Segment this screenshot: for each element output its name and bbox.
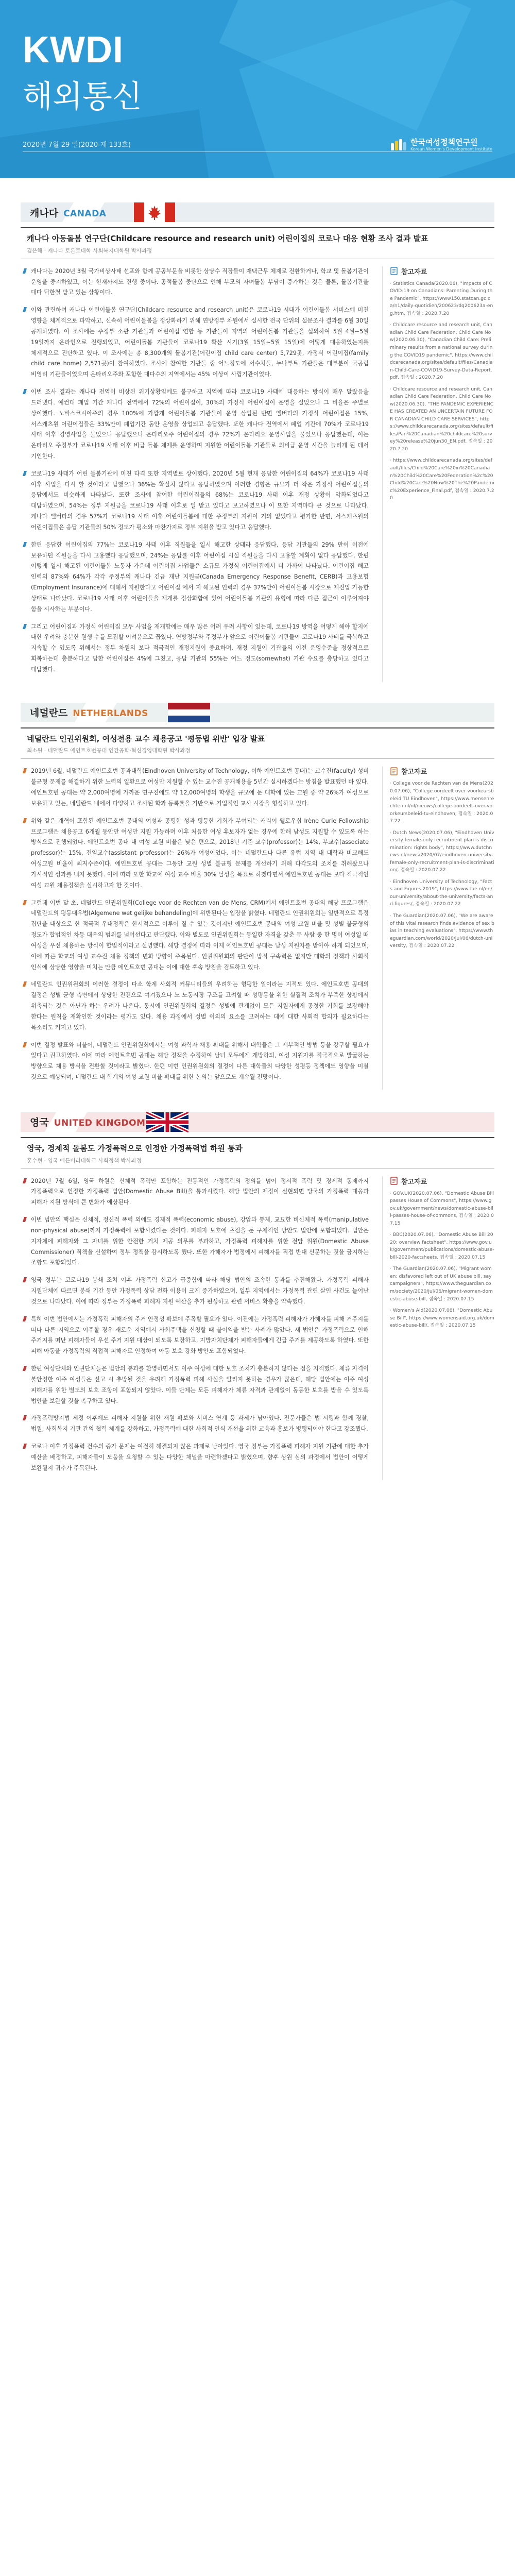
paragraph-marker-icon — [22, 900, 28, 906]
paragraph: 그리고 어린이집과 가정식 어린이집 모두 사업을 재개함에는 매우 많은 어려 우려 사항이 있는데, 코로나19 방역을 어떻게 해야 할지에 대한 우려와 충분한 원생 수를 모집할 어려움으로 꼽았다. 연방정부와 주정부가 앞으로 어린이돌봄 기관들이 코로나19 사태를 극복하고 지속할 수 있도록 위해서는 정부 차원의 보다 적극적인 재정지원이 중요하며, 재정 지원이 기관들의 이전 운영수준을 정상적으로 회복하는데 충분하다고 답한 어린이집은 4%에 그쳤고, 응답 기관의 55%는 어느 정도(somewhat) 기관 수요를 충당하고 있다고 대답했다. — [21, 622, 369, 675]
country-band — [21, 1107, 494, 1137]
brand-title: KWDI — [23, 29, 124, 71]
paragraph-marker-icon — [22, 1415, 28, 1421]
country-name-ko: 캐나다 — [30, 207, 59, 219]
country-name-ko: 영국 — [30, 1117, 49, 1129]
country-name-en: NETHERLANDS — [73, 708, 148, 719]
article-byline: 최소원 · 네덜란드 에인트호번공대 인간공학·혁신경영대학원 박사과정 — [27, 748, 191, 754]
article-title: 영국, 경제적 돌봄도 가정폭력으로 인정한 가정폭력법 하원 통과 — [27, 1143, 243, 1153]
article-header — [21, 227, 494, 259]
paragraph: 특히 이번 법안에서는 가정폭력 피해자의 주거 안정성 확보에 주목할 필요가 있다. 이전에는 가정폭력 피해자가 가해자를 피해 거주지를 떠나 다른 지역으로 이주할 경우 새로운 지역에서 사회주택을 신청할 때 불이익을 받는 사례가 많았다. 새 법안은 가정폭력으로 인해 주거지를 떠난 피해자들이 우선 주거 지원 대상이 되도록 보장하고, 지방자치단체가 피해자들에게 긴급 주거를 제공하도록 하였다. 또한 피해 아동을 가정폭력의 직접적 피해자로 인정하여 아동 보호 강화 방안도 포함되었다. — [21, 1314, 369, 1357]
reference-item[interactable]: · GOV.UK(2020.07.06), "Domestic Abuse Bill passes House of Commons", https://www.gov.uk/government/news/domestic-abuse-bill-passes-house-of-commons, 접속일 : 2020.07.15 — [390, 1190, 494, 1228]
paragraph-marker-icon — [22, 818, 28, 824]
reference-item[interactable]: · The Guardian(2020.07.06), "Migrant women: disfavored left out of UK abuse bill, say campaigners", https://www.theguardian.com/society/2020/jul/06/migrant-women-domestic-abuse-bill, 접속일 : 2020.07.15 — [390, 1265, 494, 1303]
paragraph-marker-icon — [22, 1316, 28, 1322]
issue-info: 2020년 7월 29 일(2020-제 133호) — [23, 141, 131, 149]
reference-item[interactable]: · Childcare resource and research unit, Canadian Child Care Federation, Child Care Now(2020.06.30), "THE PANDEMIC EXPERIENCE HAS CREATED AN UNCERTAIN FUTURE FOR CANADIAN CHILD CARE SERVICES", https://www.childcarecanada.org/sites/default/files/Pan%20Canadian%20childcare%20survey%20release%20jun30_EN.pdf, 접속일 : 2020.7.20 — [390, 386, 494, 453]
paragraph-marker-icon — [22, 1042, 28, 1048]
canada-flag-icon — [134, 197, 175, 227]
paragraph-marker-icon — [22, 1365, 28, 1371]
article-netherlands — [21, 698, 494, 1090]
logo-name: 한국여성정책연구원 — [410, 138, 478, 147]
newsletter-subtitle: 해외통신 — [23, 79, 142, 115]
reference-item[interactable]: · Women's Aid(2020.07.06), "Domestic Abuse Bill", https://www.womensaid.org.uk/domestic-abuse-bill/, 접속일 : 2020.07.15 — [390, 1307, 494, 1330]
country-name-en: UNITED KINGDOM — [54, 1118, 146, 1129]
references-sidebar — [382, 766, 494, 1089]
paragraph: 2019년 6월, 네덜란드 에인트호번 공과대학(Eindhoven University of Technology, 이하 에인트호번 공대)는 교수진(faculty) 성비 불균형 문제를 해결하기 위한 노력의 일환으로 여성만 지원할 수 있는 교수진 공개채용을 5년간 실시하겠다는 방침을 발표했던 바 있다. 에인트호번 공대는 약 2,000여명에 가까운 연구진에도 약 12,000여명의 학생을 규모에 둔 대학에 있는 교원 중 약 26%가 여성으로 보유하고 있는, 네덜란드 내에서 다양하고 조사된 학과 등록률을 기반으로 기업적인 교사 시장을 형성하고 있다. — [21, 766, 369, 809]
article-byline: 김은해 · 캐나다 토론토대학 사회복지대학원 박사과정 — [27, 247, 152, 254]
paragraph: 캐나다는 2020년 3월 국가비상사태 선포와 함께 공공부문을 비롯한 상당수 직장들이 재택근무 체제로 전환하거나, 학교 및 돌봄기관이 운영을 중지하였고, 이는 현재까지도 진행 중이다. 공적돌봄 중단으로 인해 부모의 자녀돌봄 부담이 증가하는 것은 물론, 돌봄기관을 대다 딕한철 받고 있는 상황이다. — [21, 266, 369, 298]
netherlands-flag-icon — [168, 698, 210, 727]
reference-item[interactable]: · Dutch News(2020.07.06), "Eindhoven University female-only recruitment plan is discrimination: rights body", https://www.dutchnews.nl/news/2020/07/eindhoven-university-female-only-recruitment-plan-is-discrimination/, 접속일 : 2020.07.22 — [390, 829, 494, 874]
paragraph-marker-icon — [22, 541, 28, 548]
paragraph: 한편 여성단체와 인권단체들은 법안의 통과를 환영하면서도 이주 여성에 대한 보호 조치가 충분하지 않다는 점을 지적했다. 체류 자격이 불안정한 이주 여성들은 신고 시 추방될 것을 우려해 가정폭력 피해 사실을 알리지 못하는 경우가 많은데, 해당 법안에는 이주 여성 피해자를 위한 별도의 보호 조항이 포함되지 않았다. 이들 단체는 모든 피해자가 체류 자격과 관계없이 동등한 보호를 받을 수 있도록 법안을 보완할 것을 촉구하고 있다. — [21, 1364, 369, 1406]
paragraph-marker-icon — [22, 388, 28, 395]
paragraph: 가정폭력방지법 제정 이후에도 피해자 지원을 위한 재원 확보와 서비스 연계 등 과제가 남아있다. 전문가들은 법 시행과 함께 경찰, 법원, 사회복지 기관 간의 협력 체계를 강화하고, 가정폭력에 대한 사회적 인식 개선을 위한 교육과 홍보가 병행되어야 한다고 강조했다. — [21, 1413, 369, 1435]
references-heading: 참고자료 — [390, 766, 494, 776]
article-body — [21, 766, 369, 1089]
paragraph: 영국 정부는 코로나19 봉쇄 조치 이후 가정폭력 신고가 급증함에 따라 해당 법안의 조속한 통과를 추진해왔다. 가정폭력 피해자 지원단체에 따르면 봉쇄 기간 동안 가정폭력 상담 전화 이용이 크게 증가하였으며, 일부 지역에서는 가정폭력 관련 살인 사건도 늘어난 것으로 나타났다. 이에 따라 정부는 가정폭력 피해자 지원 예산을 추가 편성하고 관련 서비스 확충을 약속했다. — [21, 1275, 369, 1307]
logo-subtitle: Korean Women's Development Institute — [410, 146, 492, 151]
references-sidebar — [382, 266, 494, 682]
reference-item[interactable]: · BBC(2020.07.06), "Domestic Abuse Bill 2020: overview factsheet", https://www.gov.uk/government/publications/domestic-abuse-bill-2020-factsheets, 접속일 : 2020.07.15 — [390, 1231, 494, 1261]
article-header — [21, 1137, 494, 1169]
paragraph: 코로나19 사태가 어린 돌봄기관에 미친 타격 또한 지역별로 상이했다. 2020년 5월 현재 응답한 어린이집의 64%가 코로나19 사태 이후 사업을 다시 할 것이라고 답했으나 36%는 확실치 않다고 응답하였으며 이러한 경향은 규모가 더 작은 가정식 어린이집들의 응답에서도 비슷하게 나타났다. 또한 조사에 참여한 어린이집들의 68%는 코로나19 사태 이후 재정 상황이 악화되었다고 대답하였으며, 54%는 정부 지원금을 코로나19 사태 이후로 일 받고 있다고 보고하였으나 이 또한 지역마다 큰 것으로 나타났다. 캐나다 앨버타의 경우 57%가 코로나19 사태 이후 어린이돌봄에 대한 주정부의 지원이 거의 없었다고 평가한 반면, 서스캐츠원의 어린이집들은 응답 기관들의 50% 정도가 평소와 마찬가지로 정부 지원을 받고 있다고 응답했다. — [21, 469, 369, 533]
country-label — [21, 1115, 145, 1129]
country-band — [21, 197, 494, 227]
paragraph-marker-icon — [22, 768, 28, 774]
paragraph-marker-icon — [22, 268, 28, 274]
country-label — [21, 206, 106, 219]
reference-item[interactable]: · Childcare resource and research unit, Canadian Child Care Federation, Child Care Now(2020.06.30), "Canadian Child Care: Preliminary results from a national survey during the COVID19 pandemic", https://www.childcarecanada.org/sites/default/files/Canadian-Child-Care-COVID19-Survey-Data-Report.pdf, 접속일 : 2020.7.20 — [390, 321, 494, 381]
paragraph-marker-icon — [22, 1277, 28, 1283]
uk-flag-icon — [146, 1107, 188, 1137]
paragraph-marker-icon — [22, 307, 28, 313]
reference-item[interactable]: · The Guardian(2020.07.06), "We are aware of this vital research finds evidence of sex bias in teaching evaluations", https://www.theguardian.com/world/2020/jul/06/dutch-university, 접속일 : 2020.07.22 — [390, 912, 494, 950]
article-body — [21, 1176, 369, 1481]
paragraph: 이번 결정 발표와 더불어, 네덜란드 인권위원회에서는 여성 과학자 채용 확대를 위해서 대학들은 그 세부적인 방법 등을 강구할 필요가 있다고 권고하였다. 이에 따라 에인트호번 공대는 해당 정책을 수정하여 남녀 모두에게 개방하되, 여성 지원자를 적극적으로 발굴하는 방향으로 채용 방식을 전환할 것이라고 밝혔다. 한편 이번 인권위원회의 결정이 다른 대학들의 다양한 성평등 정책에도 영향을 미칠 것으로 예상되며, 네덜란드 내 학계의 여성 교원 비율 확대를 위한 논의는 앞으로도 계속될 전망이다. — [21, 1040, 369, 1083]
country-name-ko: 네덜란드 — [30, 707, 68, 719]
article-header — [21, 727, 494, 759]
article-title: 네덜란드 인권위원회, 여성전용 교수 채용공고 '평등법 위반' 입장 발표 — [27, 734, 265, 743]
references-heading: 참고자료 — [390, 266, 494, 276]
header-divider — [23, 151, 492, 152]
article-byline: 홍수현 · 영국 에든버러대학교 사회정책 박사과정 — [27, 1157, 142, 1164]
article-body — [21, 266, 369, 682]
paragraph: 코로나 이후 가정폭력 건수의 증가 문제는 여전히 해결되지 않은 과제로 남아있다. 영국 정부는 가정폭력 피해자 지원 기관에 대한 추가 예산을 배정하고, 피해자들이 도움을 요청할 수 있는 다양한 채널을 마련하겠다고 밝혔으며, 향후 상원 심의 과정에서 법안이 어떻게 보완될지 귀추가 주목된다. — [21, 1442, 369, 1473]
references-sidebar — [382, 1176, 494, 1481]
paragraph: 그런데 이번 달 초, 네덜란드 인권위원회(College voor de Rechten van de Mens, CRM)에서 에인트호번 공대의 해당 프로그램은 네덜란드의 평등대우법(Algemene wet gelijke behandeling)에 위반된다는 입장을 밝혔다. 네덜란드 인권위원회는 일반적으로 특정 집단을 대상으로 한 적극적 우대정책은 한시적으로 이루어 질 수 있는 것이지만 에인트호번 공대의 여성 교원 비율 및 성별 불균형의 정도가 합법적인 차등 대우의 범위를 넘어선다고 판단했다. 이와 별도로 인권위원회는 동일한 자격을 갖춘 두 사람 중 한 명이 여성일 때 여성을 우선 채용하는 방식이 합법적이라고 설명했다. 해당 결정에 따라 이제 에인트호번 공대는 남성 지원자를 받아야 하게 되었으며, 이에 따른 학교의 여성 교수진 채용 정책의 변화 방향이 주목된다. 인권위원회의 판단이 법적 구속력은 없지만 대학의 정책과 사회적 인식에 상당한 영향을 미치는 만큼 에인트호번 공대는 이에 대한 후속 방침을 검토하고 있다. — [21, 898, 369, 973]
country-label — [21, 705, 148, 719]
reference-item[interactable]: · https://www.childcarecanada.org/sites/default/files/Child%20Care%20in%20Canadian%20Child%20Care%20Federation%2c%20Child%20Care%20Now%20The%20Pandemic%20Experience_Final.pdf, 접속일 : 2020.7.20 — [390, 457, 494, 502]
article-united-kingdom — [21, 1107, 494, 1481]
reference-item[interactable]: · College voor de Rechten van de Mens(2020.07.06), "College oordeelt over voorkeursbeleid TU Eindhoven", https://www.mensenrechten.nl/nl/nieuws/college-oordeelt-over-voorkeursbeleid-tu-eindhoven, 접속일 : 2020.07.22 — [390, 780, 494, 825]
paragraph: 위와 같은 개혁이 포함된 에인트호번 공대의 여성과 공평한 성과 평등한 기회가 부여되는 캐리어 웰로우십 Irène Curie Fellowship 프로그램은 채용공고 6개월 동안만 여성만 지원 가능하며 이후 처음한 여성 후보자가 없는 경우에 한해 남성도 지원할 수 있도록 하는 방식으로 진행되었다. 에인트호번 공대 내 여성 교원 비율은 낮은 편으로, 2018년 기준 교수(professor)는 14%, 부교수(associate professor)는 15%, 전임교수(assistant professor)는 26%가 여성이었다. 이는 네덜란드나 다른 유럽 지역 내 대학과 비교해도 여성교원 비율이 최저수준이다. 에인트호번 공대는 그동안 교원 성별 불균형 문제를 개선하기 위해 다각도의 조치를 취해왔으나 가시적인 성과를 내지 못했다. 이에 따라 또한 학교에 여성 교수 비율 30% 달성을 목표로 하겠다면서 에인트호번 공대는 보다 적극적인 여성 교원 채용정책을 실시하고자 한 것이다. — [21, 816, 369, 891]
newsletter-header — [0, 0, 515, 178]
paragraph-marker-icon — [22, 1178, 28, 1184]
paragraph: 이와 관련하여 캐나다 어린이돌봄 연구단(Childcare resource and research unit)은 코로나19 시대가 어린이돌봄 서비스에 미친 영향을 체계적으로 파악하고, 신속히 어린이돌봄을 정상화하기 위해 연방정부 차원에서 실시한 전국 단위의 설문조사 결과를 6월 30일 공개하였다. 이 조사에는 주정부 소관 기관들과 어린이집 연합 등 기관들이 지역의 어린이돌봄 기관들을 섭외하여 5월 4월~5월 19일까지 온라인으로 진행되었고, 어린이돌봄 기관들이 코로나19 확산 시기(3월 15일~5월 15일)에 어떻게 대응하였는지를 체계적으로 진단하고 있다. 이 조사에는 총 8,300개의 돌봄기관(어린이집 child care center) 5,729곳, 가정식 어린이집(family child care home) 2,571곳)이 참여하였다. 조사에 참여한 기관들 중 어느정도에 서수처들, 누나부트 기관들은 대부분이 국공립 비영리 기관들이었으며 온타리오주와 포함한 대다수의 지역에서는 45% 이상이 사립기관이었다. — [21, 305, 369, 380]
paragraph: 이번 조사 결과는 캐나다 전역이 비상된 위기상황임에도 불구하고 지역에 따라 코로나19 사태에 대응하는 방식이 매우 달랐음을 드러냈다. 예컨대 폐업 기간 캐나다 전역에서 72%의 어린이집이, 30%의 가정식 어린이집이 운영을 실었으나 그 비율은 주별로 상이했다. 노바스코시아주의 경우 100%에 가깝게 어린이돌봄 기관들이 운영 상업된 반면 앨버타의 가정식 어린이집은 15%, 서스캐츠원 어린이집들은 33%만이 폐업기간 동안 운영을 상업되고 응답했다. 또한 캐나다 전역에서 폐업 기간에 70%가 코로나19 사태 이후 경영사업을 물었으나 응답했으나 온타리오주 어린이집의 경우 72%가 온타리오 운영사업을 물었으나 응답했는데, 이는 온타리오 주정부가 코로나19 사태 이후 비급 돌봄 체제를 운영하며 지원한 어린이돌봄 기관들로 외비급 운영 시간을 늘리게 된 데서 기인한다. — [21, 387, 369, 462]
institute-logo[interactable] — [391, 138, 492, 151]
paragraph: 네덜란드 인권위원회의 이러한 결정이 다소 학계 사회적 커뮤니티들의 우려하는 형평한 일이라는 지적도 있다. 에인트호번 공대의 결정은 성별 균형 측면에서 상당한 진전으로 여겨졌으나 노 노동시장 구조를 고려할 때 성평등을 위한 실질적 조치가 부족한 상황에서 위축되는 것은 아닌가 하는 우려가 나온다. 동시에 인권위원회의 결정은 성별에 관계없이 모든 지원자에게 공정한 기회를 보장해야 한다는 원칙을 재확인한 것이라는 평가도 있다. 채용 과정에서 성별 이외의 요소를 고려하는 데에 대한 사회적 합의가 필요하다는 목소리도 커지고 있다. — [21, 979, 369, 1033]
paragraph: 2020년 7월 6일, 영국 하원은 신체적 폭력만 포함하는 전통적인 가정폭력의 정의를 넘어 정서적 폭력 및 경제적 통제까지 가정폭력으로 인정한 가정폭력 법안(Domestic Abuse Bill)을 통과시켰다. 해당 법안의 제정이 실현되면 당국의 가정폭력 대응과 피해자 지원 방식에 큰 변화가 예상된다. — [21, 1176, 369, 1208]
logo-icon — [391, 139, 406, 150]
article-canada — [21, 197, 494, 682]
article-title: 캐나다 아동돌봄 연구단(Childcare resource and research unit) 어린이집의 코로나 대응 현황 조사 결과 발표 — [27, 234, 428, 243]
document-icon — [390, 1177, 398, 1185]
paragraph: 이번 법안의 핵심은 신체적, 정신적 폭력 외에도 경제적 폭력(economic abuse), 강압과 통제, 교묘한 비신체적 폭력(manipulative non-physical abuse)까지 가정폭력에 포함시켰다는 것이다. 피해자 보호에 초점을 둔 구체적인 방안도 법안에 포함되었다. 법안은 지자체에 피해자와 그 자녀를 위한 안전한 거처 제공 의무를 부과하고, 가정폭력 피해자를 위한 전담 위원(Domestic Abuse Commissioner) 직책을 신설하여 정부 정책을 감시하도록 했다. 또한 가해자가 법정에서 피해자를 직접 반대 신문하는 것을 금지하는 조항도 포함되었다. — [21, 1215, 369, 1268]
document-icon — [390, 267, 398, 275]
reference-item[interactable]: · Statistics Canada(2020.06), "Impacts of COVID-19 on Canadians: Parenting During the Pandemic", https://www150.statcan.gc.ca/n1/daily-quotidien/200623/dq200623a-eng.htm, 접속일 : 2020.7.20 — [390, 280, 494, 318]
paragraph-marker-icon — [22, 470, 28, 477]
document-icon — [390, 767, 398, 775]
reference-item[interactable]: · Eindhoven University of Technology, "Facts and Figures 2019", https://www.tue.nl/en/our-university/about-the-university/facts-and-figures/, 접속일 : 2020.07.22 — [390, 878, 494, 908]
paragraph-marker-icon — [22, 623, 28, 630]
paragraph-marker-icon — [22, 1216, 28, 1223]
country-band — [21, 698, 494, 727]
paragraph-marker-icon — [22, 1443, 28, 1449]
paragraph-marker-icon — [22, 981, 28, 987]
references-heading: 참고자료 — [390, 1176, 494, 1186]
paragraph: 한편 응답한 어린이집의 77%는 코로나19 사태 이후 직원들을 일시 해고한 상태라 응답했다. 응답 기관들의 29% 만이 이전에 보유하던 직원들을 다시 고용했다 응답했으며, 24%는 응답률 이후 어린이집 시설 직원들을 다시 고용할 계획이 없다 응답했다. 한편 이렇게 일시 해고된 어린이돌봄 노동자 가운데 어린이집 사업들은 소규모 가정식 어린이집에서 더 가까이 나타났다. 어린이집 해고 인력의 87%와 64%가 각각 주정부의 캐나다 긴급 재난 지원금(Canada Emergency Response Benefit, CERB)과 고용보험(Employment Insurance)에 대해서 지원한다고 어린이집 에서 지 해고된 인력의 경우 37%만이 어린이돌봄 시장으로 재진입 가능한 상태로 나타났다. 코로나19 사태 이후 어린이들을 재개를 정상화함에 있어 어린이돌봄 기관의 유형에 따라 다른 접근이 이루어져야 함을 시사하는 부분이다. — [21, 540, 369, 615]
country-name-en: CANADA — [63, 208, 107, 219]
